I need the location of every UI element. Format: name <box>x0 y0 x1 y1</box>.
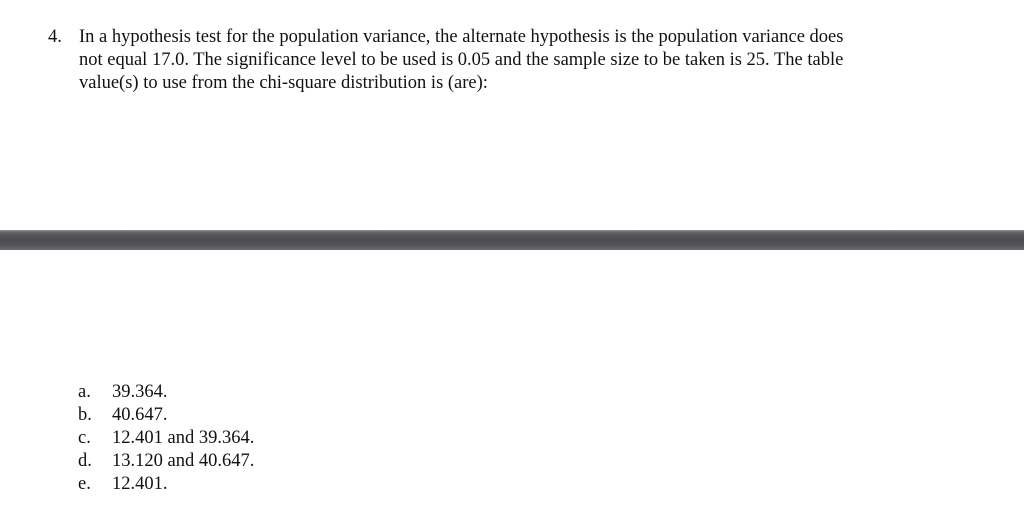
question-line: not equal 17.0. The significance level to be used is 0.05 and the sample size to be taken is 25. The table <box>79 50 844 70</box>
page-divider-bar <box>0 230 1024 250</box>
choice-letter: d. <box>78 451 92 471</box>
question-text <box>79 26 928 95</box>
choice-letter: e. <box>78 474 91 494</box>
choice-letter: a. <box>78 382 91 402</box>
choice-text: 12.401. <box>112 474 168 494</box>
choice-text: 13.120 and 40.647. <box>112 451 255 471</box>
choice-letter: c. <box>78 428 91 448</box>
choice-text: 39.364. <box>112 382 168 402</box>
question-number: 4. <box>48 27 62 47</box>
choice-letter: b. <box>78 405 92 425</box>
choice-text: 12.401 and 39.364. <box>112 428 255 448</box>
question-line: In a hypothesis test for the population variance, the alternate hypothesis is the population variance does <box>79 27 844 47</box>
question-line: value(s) to use from the chi-square distribution is (are): <box>79 73 488 93</box>
choice-text: 40.647. <box>112 405 168 425</box>
